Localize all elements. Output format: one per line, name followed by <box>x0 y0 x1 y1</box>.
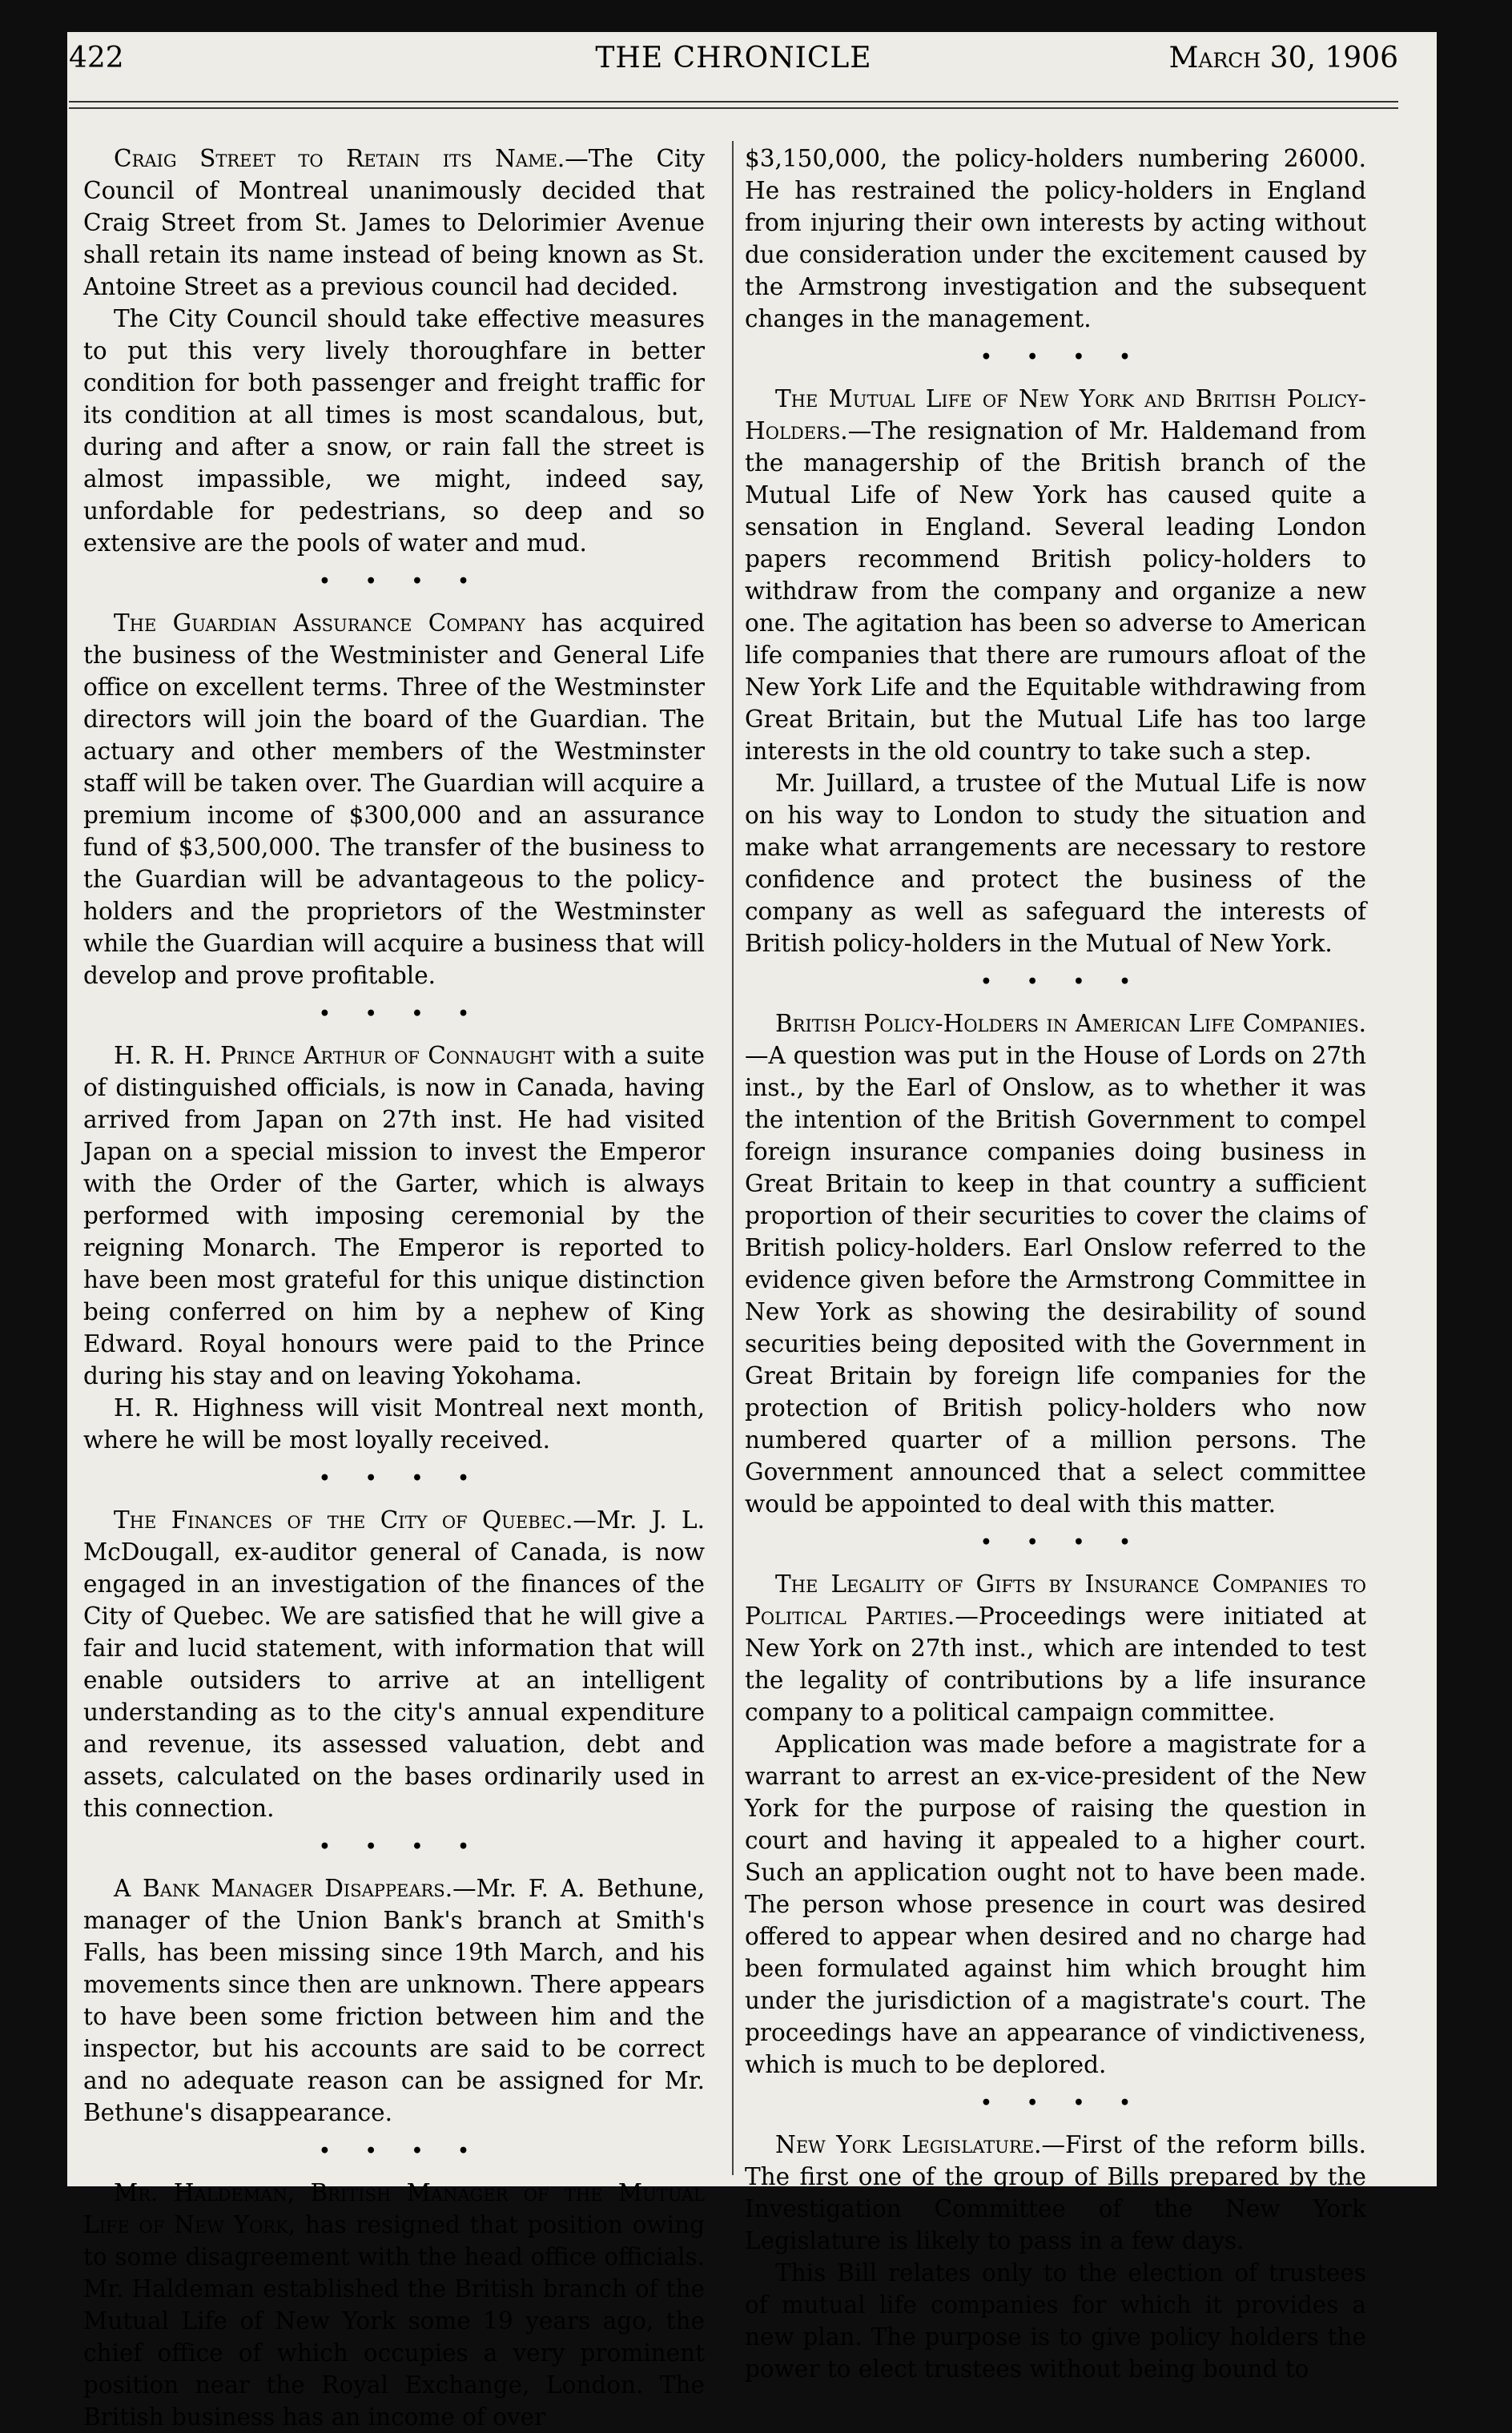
article-text: —A question was put in the House of Lords on 27th inst., by the Earl of Onslow, as to whether it was the intention of the British Government to compel foreign insurance companies doing business in Great Britain to keep in that country a sufficient proportion of their securities to cover the claims of British policy-holders. Earl Onslow referred to the evidence given before the Armstrong Committee in New York as showing the desirability of sound securities being deposited with the Government in Great Britain by foreign life companies for the protection of British policy-holders who now numbered quarter of a million persons. The Government announced that a select committee would be appointed to deal with this matter. <box>745 1042 1366 1518</box>
section-separator: • • • • <box>319 1468 484 1489</box>
article-text: Mr. Juillard, a trustee of the Mutual Life is now on his way to London to study the situation and make what arrangements are necessary to restore confidence and protect the business of the company as well as safeguard the interests of British policy-holders in the Mutual of New York. <box>745 770 1366 957</box>
article-paragraph-lead <box>83 1504 705 1824</box>
article-paragraph <box>83 303 705 559</box>
article-text: —The City Council of Montreal unanimously decided that Craig Street from St. James to Delorimier Avenue shall retain its name instead of being known as St. Antoine Street as a previous council had decided. <box>83 145 705 300</box>
article-heading: A Bank Manager Disappears. <box>114 1875 453 1902</box>
newspaper-title: THE CHRONICLE <box>595 42 872 74</box>
page-number: 422 <box>69 42 124 74</box>
article-heading: New York Legislature. <box>775 2131 1042 2158</box>
article-heading: The Mutual Life of New York and British Policy-Holders. <box>745 385 1366 444</box>
article-heading: The Legality of Gifts by Insurance Companies to Political Parties. <box>745 1570 1366 1630</box>
article-paragraph <box>745 1728 1366 2081</box>
article-paragraph-lead <box>83 1872 705 2129</box>
section-separator: • • • • <box>980 1532 1145 1553</box>
article-paragraph-lead <box>745 383 1366 767</box>
article-text: Application was made before a magistrate for a warrant to arrest an ex-vice-president of the New York for the purpose of raising the question in court and having it appealed to a higher court. Such an application ought not to have been made. The person whose presence in court was desired offered to appear when desired and no charge had been formulated against him which brought him under the jurisdiction of a magistrate's court. The proceedings have an appearance of vindictiveness, which is much to be deplored. <box>745 1731 1366 2078</box>
issue-date: March 30, 1906 <box>1168 42 1398 74</box>
article-paragraph-lead <box>745 2129 1366 2257</box>
article-text: The City Council should take effective measures to put this very lively thoroughfare in better condition for both passenger and freight traffic for its condition at all times is most scandalous, but, during and after a snow, or rain fall the street is almost impassible, we might, indeed say, unfordable for pedestrians, so deep and so extensive are the pools of water and mud. <box>83 305 705 557</box>
article-paragraph-lead <box>83 2177 705 2433</box>
article-heading: The Guardian Assurance Company <box>114 609 525 637</box>
article-paragraph <box>83 1392 705 1456</box>
article-paragraph-lead <box>745 1568 1366 1728</box>
section-separator: • • • • <box>980 347 1145 368</box>
section-separator: • • • • <box>319 1003 484 1024</box>
article-paragraph-lead <box>83 143 705 303</box>
page-header <box>69 30 1398 78</box>
section-separator: • • • • <box>319 1836 484 1857</box>
article-paragraph-lead <box>745 1007 1366 1520</box>
article-text: with a suite of distinguished officials, is now in Canada, having arrived from Japan on 27th inst. He had visited Japan on a special mission to invest the Emperor with the Order of the Garter, which is always performed with imposing ceremonial by the reigning Monarch. The Emperor is reported to have been most grateful for this unique distinction being conferred on him by a nephew of King Edward. Royal honours were paid to the Prince during his stay and on leaving Yokohama. <box>83 1042 705 1389</box>
article-text: H. R. Highness will visit Montreal next month, where he will be most loyally received. <box>83 1394 705 1454</box>
article-text: —Proceedings were initiated at New York on 27th inst., which are intended to test the legality of contributions by a life insurance company to a political campaign committee. <box>745 1603 1366 1726</box>
article-text: —Mr. J. L. McDougall, ex-auditor general of Canada, is now engaged in an investigation of the finances of the City of Quebec. We are satisfied that he will give a fair and lucid statement, with information that will enable outsiders to arrive at an intelligent understanding as to the city's annual expenditure and revenue, its assessed valuation, debt and assets, calculated on the bases ordinarily used in this connection. <box>83 1506 705 1822</box>
column-divider <box>732 141 734 2175</box>
right-column <box>745 143 1366 2385</box>
article-text: —Mr. F. A. Bethune, manager of the Union Bank's branch at Smith's Falls, has been missing since 19th March, and his movements since then are unknown. There appears to have been some friction between him and the inspector, but his accounts are said to be correct and no adequate reason can be assigned for Mr. Bethune's disappearance. <box>83 1875 705 2126</box>
article-heading: Craig Street to Retain its Name. <box>114 145 565 172</box>
article-paragraph <box>745 767 1366 959</box>
section-separator: • • • • <box>319 571 484 592</box>
article-text: has acquired the business of the Westminister and General Life office on excellent terms. Three of the Westminster directors will join the board of the Guardian. The actuary and other members of the Westminster staff will be taken over. The Guardian will acquire a premium income of $300,000 and an assurance fund of $3,500,000. The transfer of the business to the Guardian will be advantageous to the policy-holders and the proprietors of the Westminster while the Guardian will acquire a business that will develop and prove profitable. <box>83 609 705 989</box>
article-heading: H. R. H. Prince Arthur of Connaught <box>114 1042 555 1069</box>
section-separator: • • • • <box>980 971 1145 992</box>
section-separator: • • • • <box>980 2093 1145 2113</box>
article-text: has resigned that position owing to some disagreement with the head office officials. Mr. Haldeman established the British branch of the Mutual Life of New York some 19 years ago, the chief office of which occupies a very prominent position near the Royal Exchange, London. The British business has an income of over <box>83 2211 705 2431</box>
article-heading: Mr. Haldeman, British Manager of the Mutual Life of New York, <box>83 2179 705 2238</box>
section-separator: • • • • <box>319 2141 484 2162</box>
article-text: $3,150,000, the policy-holders numbering 26000. He has restrained the policy-holders in England from injuring their own interests by acting without due consideration under the excitement caused by the Armstrong investigation and the subsequent changes in the management. <box>745 145 1366 332</box>
article-text: —First of the reform bills. The first one of the group of Bills prepared by the Investigation Committee of the New York Legislature is likely to pass in a few days. <box>745 2131 1366 2254</box>
article-heading: The Finances of the City of Quebec. <box>114 1506 573 1534</box>
article-paragraph <box>745 143 1366 335</box>
left-column <box>83 143 705 2433</box>
article-text: —The resignation of Mr. Haldemand from the managership of the British branch of the Mutual Life of New York has caused quite a sensation in England. Several leading London papers recommend British policy-holders to withdraw from the company and organize a new one. The agitation has been so adverse to American life companies that there are rumours afloat of the New York Life and the Equitable withdrawing from Great Britain, but the Mutual Life has too large interests in the old country to take such a step. <box>745 417 1366 765</box>
header-rule-bottom <box>69 107 1398 109</box>
article-paragraph-lead <box>83 1040 705 1392</box>
article-paragraph-lead <box>83 607 705 991</box>
article-text: This Bill relates only to the election of trustees of mutual life companies for which it provides a new plan. The purpose is to give policy holders the power to elect trustees without being bound to <box>745 2259 1366 2383</box>
article-heading: British Policy-Holders in American Life Companies. <box>775 1010 1366 1037</box>
article-paragraph <box>745 2257 1366 2385</box>
header-rule-top <box>69 101 1398 103</box>
